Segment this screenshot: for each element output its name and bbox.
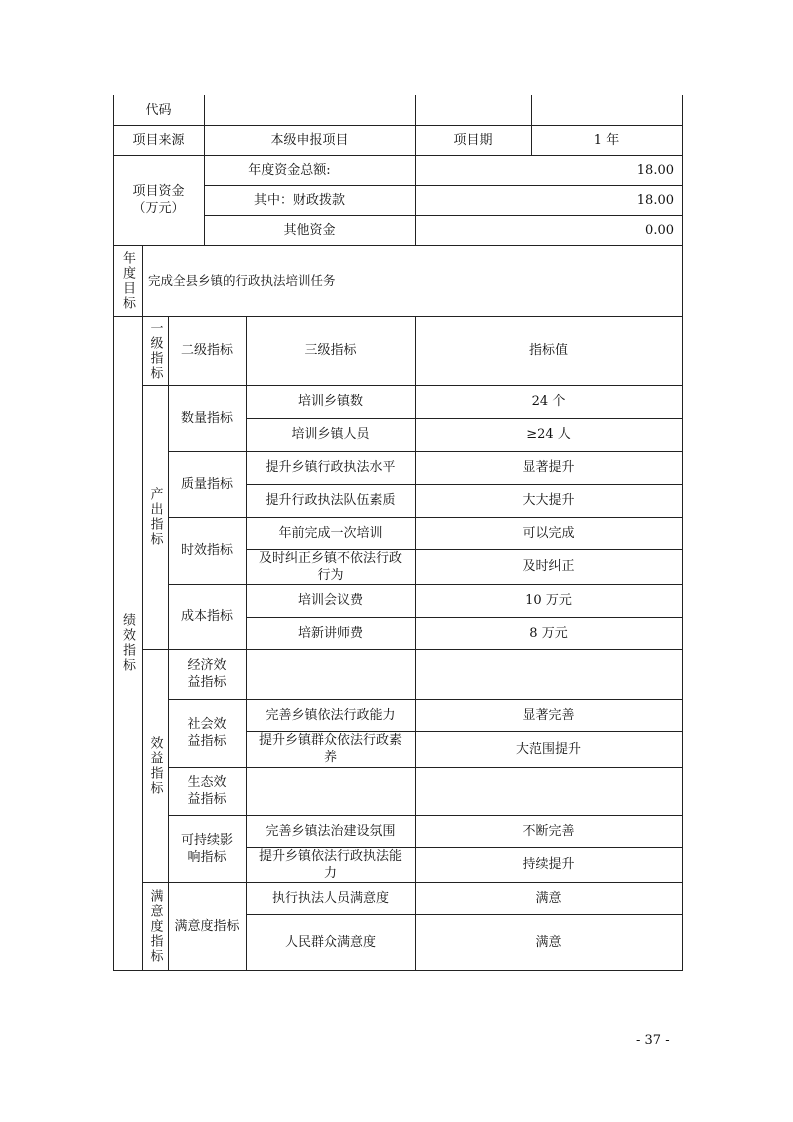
table-cell: 完善乡镇依法行政能力 (265, 707, 396, 723)
quantity-label: 数量指标 (180, 410, 233, 426)
table-cell: 执行执法人员满意度 (271, 890, 389, 906)
table-cell: 提升乡镇行政执法水平 (265, 460, 396, 475)
table-cell: 大范围提升 (515, 741, 581, 757)
source-label: 项目来源 (132, 132, 185, 148)
table-cell: 提升乡镇依法行政执法能力 (258, 848, 402, 881)
cost-label: 成本指标 (180, 609, 233, 624)
funds-label: 项目资金 （万元） (132, 184, 185, 216)
funds-total-label: 年度资金总额: (248, 162, 331, 178)
source-value: 本级申报项目 (270, 132, 349, 148)
col-value: 指标值 (528, 343, 568, 358)
funds-total-value: 18.00 (636, 162, 674, 178)
table-cell: 10 万元 (525, 593, 572, 608)
eco-label: 生态效益指标 (187, 775, 227, 807)
page-number: - 37 - (636, 1033, 670, 1048)
table-cell: 持续提升 (522, 857, 575, 872)
col-level1: 一级指标 (147, 320, 163, 381)
table-cell: 完善乡镇法治建设氛围 (265, 823, 396, 839)
table-cell: 24 个 (531, 394, 566, 409)
benefit-label: 效益指标 (147, 735, 163, 796)
table-cell: 满意 (535, 890, 562, 906)
table-cell: 培训会议费 (297, 593, 363, 608)
table-cell: 满意 (535, 934, 562, 950)
table-cell: 显著完善 (522, 707, 575, 723)
social-label: 社会效益指标 (187, 717, 227, 749)
table-cell: 提升行政执法队伍素质 (265, 493, 396, 508)
table-cell: 显著提升 (522, 460, 575, 475)
col-level3: 三级指标 (304, 343, 357, 358)
satisfaction-label: 满意度指标 (147, 888, 163, 964)
period-label: 项目期 (453, 132, 493, 148)
funds-other-label: 其他资金 (283, 222, 336, 238)
output-label: 产出指标 (147, 487, 163, 547)
timeliness-label: 时效指标 (180, 543, 233, 558)
goal-label: 年度目标 (120, 250, 135, 311)
satisfaction-sub-label: 满意度指标 (174, 918, 240, 934)
quality-label: 质量指标 (180, 476, 233, 492)
sustain-label: 可持续影响指标 (180, 832, 233, 865)
period-value: 1 年 (593, 132, 620, 148)
table-cell: 人民群众满意度 (284, 934, 376, 950)
table-cell: 年前完成一次培训 (278, 525, 383, 541)
table-cell: 培训乡镇人员 (291, 427, 370, 442)
funds-finance-value: 18.00 (636, 192, 674, 208)
table-cell: 培新讲师费 (297, 625, 363, 641)
table-cell: 8 万元 (529, 625, 568, 641)
table-cell: 提升乡镇群众依法行政素养 (258, 733, 402, 765)
table-cell: 不断完善 (522, 823, 575, 839)
table-cell: 及时纠正 (522, 559, 575, 574)
economic-label: 经济效益指标 (187, 658, 227, 690)
code-label: 代码 (145, 102, 172, 118)
goal-text: 完成全县乡镇的行政执法培训任务 (148, 273, 336, 288)
table-cell: 大大提升 (522, 493, 575, 508)
table-cell: 可以完成 (522, 525, 575, 541)
table-cell: 培训乡镇数 (297, 394, 363, 409)
funds-finance-label: 其中：财政拨款 (253, 192, 345, 208)
table-cell: ≥24 人 (526, 427, 571, 442)
perf-label: 绩效指标 (120, 613, 135, 673)
funds-other-value: 0.00 (645, 222, 674, 238)
col-level2: 二级指标 (180, 343, 233, 358)
table-cell: 及时纠正乡镇不依法行政行为 (258, 550, 402, 583)
